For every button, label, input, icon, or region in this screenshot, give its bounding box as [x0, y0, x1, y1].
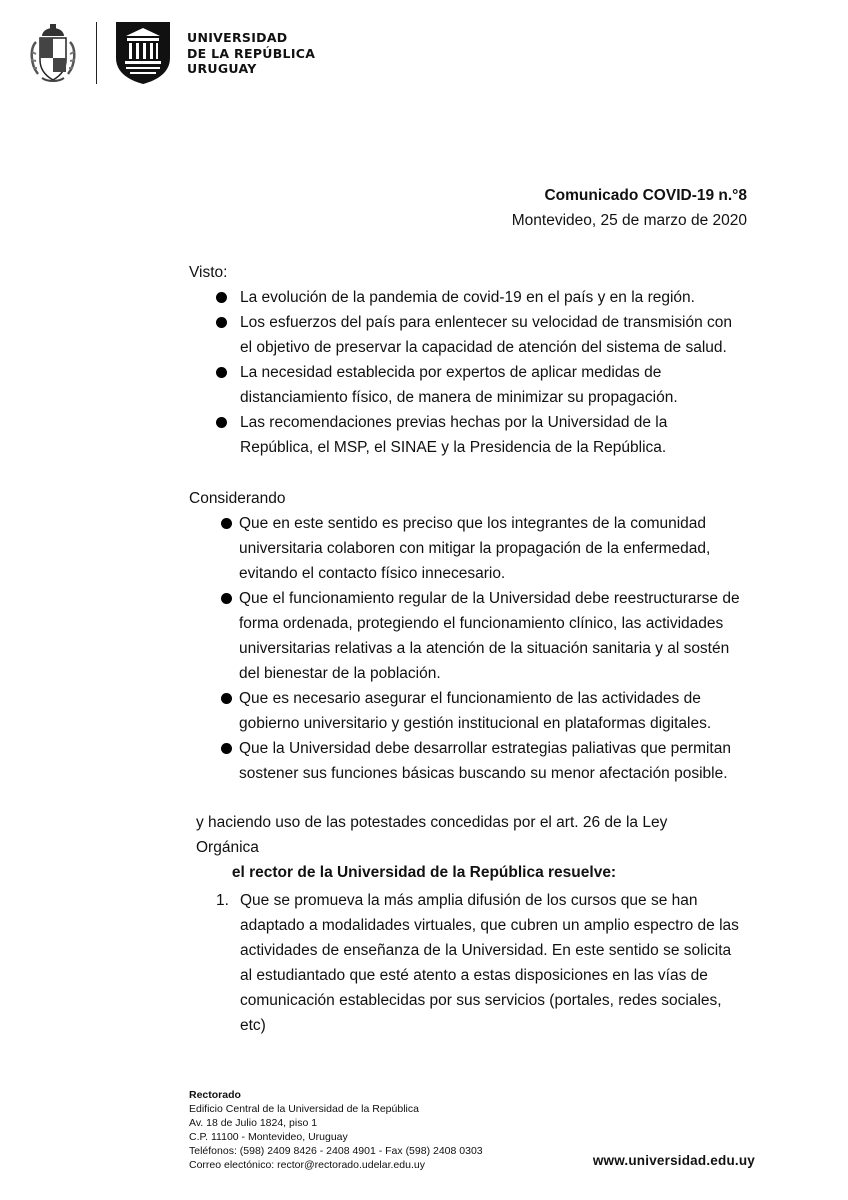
list-item — [0, 410, 740, 460]
list-item — [0, 686, 748, 736]
bullet-icon — [216, 417, 227, 428]
bullet-icon — [216, 317, 227, 328]
visto-label: Visto: — [189, 264, 228, 281]
bullet-icon — [221, 693, 232, 704]
list-item-text: Que el funcionamiento regular de la Universidad debe reestructurarse de — [239, 590, 740, 607]
bullet-icon — [221, 518, 232, 529]
bullet-icon — [216, 292, 227, 303]
list-item-text: Que la Universidad debe desarrollar estrategias paliativas que permitan — [239, 740, 731, 757]
list-item-text: La necesidad establecida por expertos de aplicar medidas de — [240, 364, 662, 381]
footer-address — [189, 1088, 483, 1172]
communique-title: Comunicado COVID-19 n.°8 — [544, 187, 747, 204]
considerando-label: Considerando — [189, 490, 286, 507]
list-item-text: evitando el contacto físico innecesario. — [239, 565, 506, 582]
list-item-text: gobierno universitario y gestión institucional en plataformas digitales. — [239, 715, 712, 732]
coat-of-arms-logo — [26, 24, 80, 82]
resolution-intro — [0, 810, 848, 885]
considerando-list — [0, 511, 848, 786]
list-item-text: distanciamiento físico, de manera de minimizar su propagación. — [240, 389, 678, 406]
footer-line: Av. 18 de Julio 1824, piso 1 — [189, 1117, 318, 1129]
resolution-resolves: el rector de la Universidad de la República resuelve: — [231, 864, 617, 881]
list-item — [0, 586, 748, 686]
university-name-line: UNIVERSIDAD — [187, 30, 288, 45]
university-seal-logo — [114, 22, 172, 84]
website-link[interactable]: www.universidad.edu.uy — [592, 1153, 755, 1168]
footer-line: C.P. 11100 - Montevideo, Uruguay — [189, 1131, 348, 1143]
communique-heading — [512, 183, 747, 233]
footer-line: Teléfonos: (598) 2409 8426 - 2408 4901 - Fax (598) 2408 0303 — [189, 1145, 483, 1157]
bullet-icon — [216, 367, 227, 378]
list-item-text: forma ordenada, protegiendo el funcionamiento clínico, las actividades — [239, 615, 724, 632]
visto-list — [0, 285, 848, 460]
resolution-text: actividades de enseñanza de la Universidad. En este sentido se solicita — [240, 942, 732, 959]
place-date: Montevideo, 25 de marzo de 2020 — [511, 212, 747, 229]
footer-title: Rectorado — [189, 1089, 241, 1101]
list-item-text: del bienestar de la población. — [239, 665, 441, 682]
resolution-text: al estudiantado que esté atento a estas disposiciones en las vías de — [240, 967, 708, 984]
list-item-text: universitarias relativas a la atención de la situación sanitaria y al sostén — [239, 640, 730, 657]
list-item-text: Los esfuerzos del país para enlentecer su velocidad de transmisión con — [240, 314, 732, 331]
resolution-item — [0, 888, 748, 1038]
footer-line: Edificio Central de la Universidad de la República — [189, 1103, 419, 1115]
resolution-text: Que se promueva la más amplia difusión de los cursos que se han — [240, 892, 698, 909]
university-name — [187, 30, 387, 77]
list-item — [0, 736, 748, 786]
list-item-text: Las recomendaciones previas hechas por la Universidad de la — [240, 414, 668, 431]
resolution-list — [0, 888, 848, 1038]
resolution-text: adaptado a modalidades virtuales, que cubren un amplio espectro de las — [240, 917, 739, 934]
resolution-number: 1. — [216, 892, 229, 909]
university-name-line: URUGUAY — [187, 61, 257, 76]
list-item — [0, 310, 740, 360]
university-name-line: DE LA REPÚBLICA — [187, 45, 316, 61]
list-item-text: República, el MSP, el SINAE y la Presidencia de la República. — [240, 439, 667, 456]
list-item-text: La evolución de la pandemia de covid-19 en el país y en la región. — [240, 289, 695, 306]
list-item — [0, 285, 740, 310]
list-item-text: sostener sus funciones básicas buscando su menor afectación posible. — [239, 765, 728, 782]
list-item — [0, 360, 740, 410]
list-item-text: universitaria colaboren con mitigar la propagación de la enfermedad, — [239, 540, 711, 557]
resolution-intro-text: y haciendo uso de las potestades concedidas por el art. 26 de la Ley Orgánica — [196, 814, 668, 856]
bullet-icon — [221, 593, 232, 604]
list-item — [0, 511, 748, 586]
list-item-text: Que en este sentido es preciso que los integrantes de la comunidad — [239, 515, 707, 532]
resolution-text: etc) — [240, 1017, 266, 1034]
resolution-text: comunicación establecidas por sus servicios (portales, redes sociales, — [240, 992, 722, 1009]
header-divider — [96, 22, 97, 84]
footer-line: Correo electónico: rector@rectorado.udelar.edu.uy — [189, 1159, 425, 1171]
bullet-icon — [221, 743, 232, 754]
list-item-text: el objetivo de preservar la capacidad de atención del sistema de salud. — [240, 339, 727, 356]
list-item-text: Que es necesario asegurar el funcionamiento de las actividades de — [239, 690, 701, 707]
